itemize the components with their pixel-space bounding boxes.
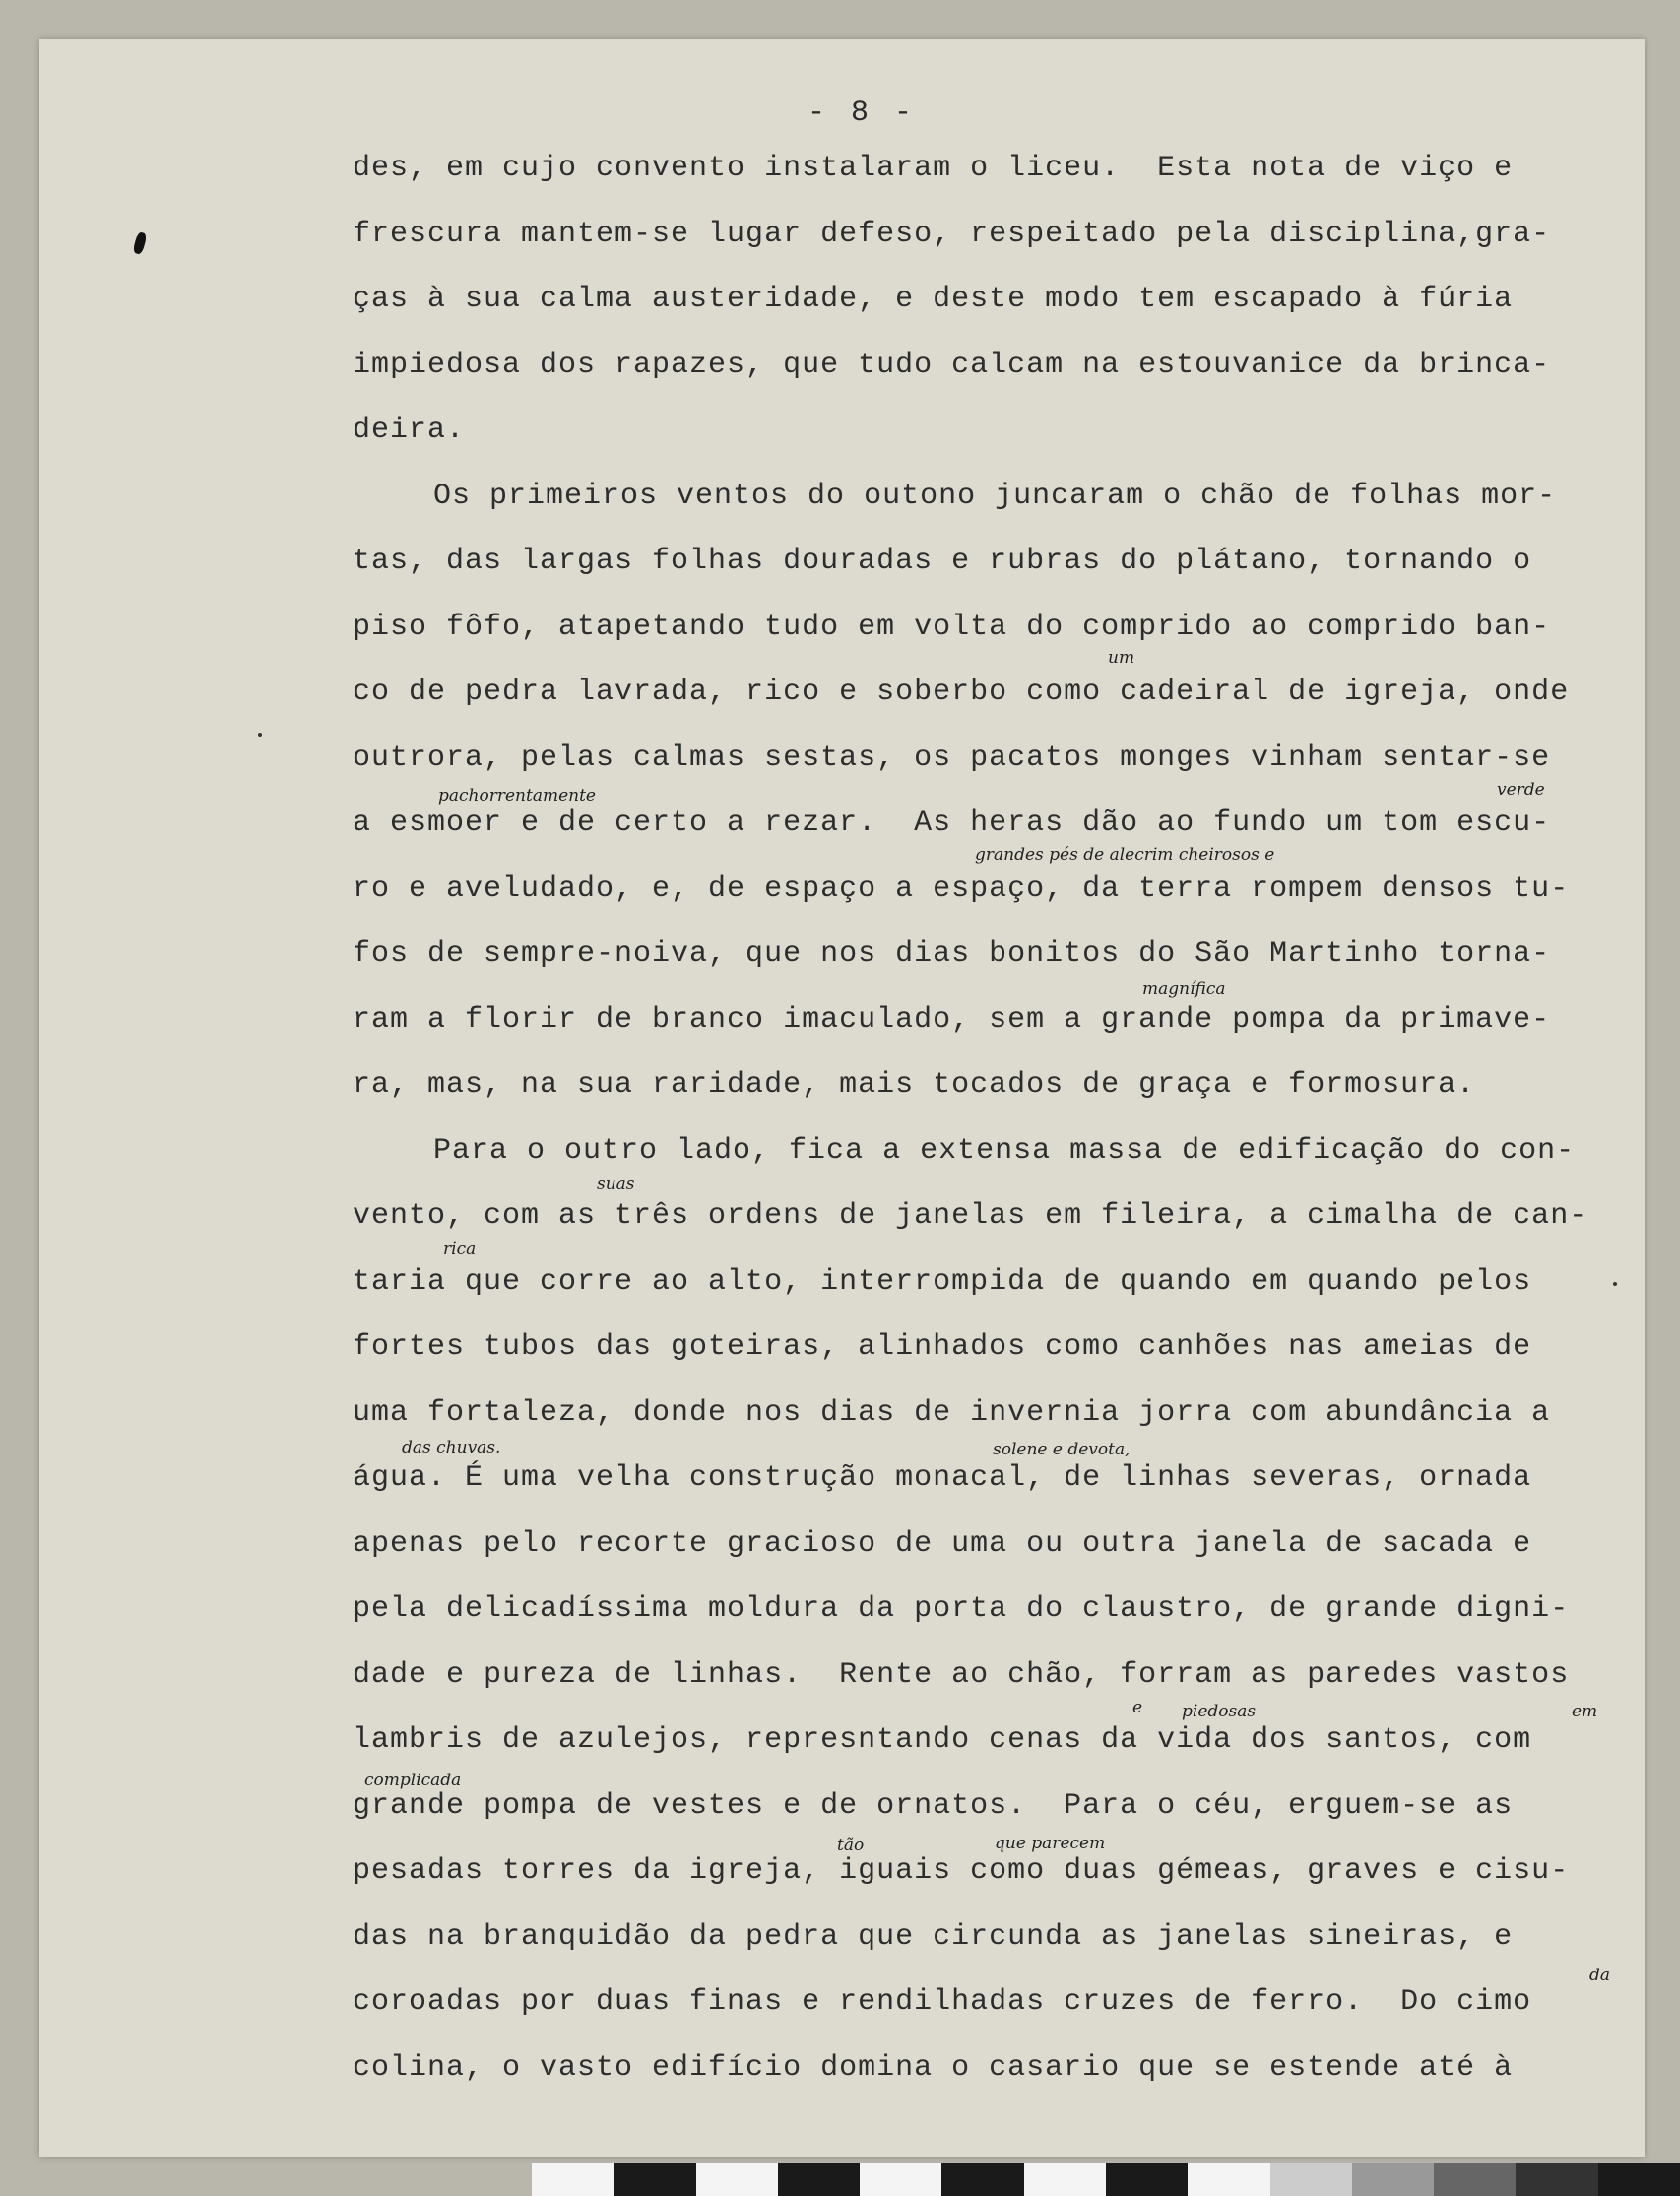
text-line: deira. (353, 414, 466, 447)
text-line: outrora, pelas calmas sestas, os pacatos monges vinham sentar-se (353, 741, 1551, 775)
scale-segment (1352, 2163, 1434, 2196)
ink-dot (1613, 1282, 1617, 1286)
text-line: coroadas por duas finas e rendilhadas cruzes de ferro. Do cimo (353, 1985, 1532, 2019)
handwritten-annotation: verde (1497, 780, 1545, 800)
text-line: água. É uma velha construção monacal, de linhas severas, ornada (353, 1461, 1532, 1495)
text-line: colina, o vasto edifício domina o casario que se estende até à (353, 2050, 1514, 2085)
text-line: pesadas torres da igreja, iguais como duas gémeas, graves e cisu- (353, 1854, 1570, 1888)
text-line: ro e aveludado, e, de espaço a espaço, da terra rompem densos tu- (353, 872, 1570, 906)
text-line: ças à sua calma austeridade, e deste modo tem escapado à fúria (353, 283, 1514, 316)
text-line: tas, das largas folhas douradas e rubras do plátano, tornando o (353, 545, 1532, 578)
scale-segment (1516, 2163, 1597, 2196)
scale-segment (1270, 2163, 1352, 2196)
text-line: fortes tubos das goteiras, alinhados como canhões nas ameias de (353, 1330, 1532, 1364)
handwritten-annotation: magnífica (1142, 979, 1226, 999)
text-line: pela delicadíssima moldura da porta do claustro, de grande digni- (353, 1592, 1570, 1626)
text-line: grande pompa de vestes e de ornatos. Para o céu, erguem-se as (353, 1788, 1514, 1823)
scale-segment (696, 2163, 778, 2196)
handwritten-annotation: da (1589, 1966, 1611, 1985)
handwritten-annotation: em (1572, 1702, 1598, 1721)
typed-text (353, 136, 1662, 2100)
scale-segment (614, 2163, 695, 2196)
text-line: Os primeiros ventos do outono juncaram o chão de folhas mor- (433, 479, 1557, 513)
handwritten-annotation: das chuvas. (402, 1438, 501, 1457)
scale-segment (860, 2163, 941, 2196)
scale-segment (1434, 2163, 1516, 2196)
scale-segment (778, 2163, 860, 2196)
scale-segment (1188, 2163, 1269, 2196)
handwritten-annotation: complicada (364, 1771, 462, 1790)
text-line: fos de sempre-noiva, que nos dias bonitos do São Martinho torna- (353, 937, 1551, 971)
text-line: uma fortaleza, donde nos dias de invernia jorra com abundância a (353, 1395, 1551, 1430)
text-line: des, em cujo convento instalaram o liceu. Esta nota de viço e (353, 152, 1514, 185)
text-line: ra, mas, na sua raridade, mais tocados de graça e formosura. (353, 1068, 1476, 1102)
text-line: vento, com as três ordens de janelas em fileira, a cimalha de can- (353, 1199, 1588, 1233)
text-line: das na branquidão da pedra que circunda as janelas sineiras, e (353, 1919, 1514, 1954)
text-line: taria que corre ao alto, interrompida de quando em quando pelos (353, 1264, 1532, 1299)
handwritten-annotation: rica (443, 1239, 477, 1259)
handwritten-annotation: grandes pés de alecrim cheirosos e (975, 845, 1275, 865)
text-line: dade e pureza de linhas. Rente ao chão, forram as paredes vastos (353, 1657, 1570, 1692)
color-scale-bar (532, 2163, 1680, 2196)
text-line: a esmoer e de certo a rezar. As heras dão ao fundo um tom escu- (353, 807, 1551, 840)
handwritten-annotation: e (1132, 1698, 1143, 1717)
scale-segment (941, 2163, 1023, 2196)
text-line: ram a florir de branco imaculado, sem a grande pompa da primave- (353, 1002, 1551, 1037)
handwritten-annotation: suas (597, 1174, 635, 1194)
text-line: Para o outro lado, fica a extensa massa de edificação do con- (433, 1133, 1576, 1168)
text-line: frescura mantem-se lugar defeso, respeitado pela disciplina,gra- (353, 217, 1551, 251)
text-line: piso fôfo, atapetando tudo em volta do comprido ao comprido ban- (353, 610, 1551, 644)
scale-segment (1024, 2163, 1106, 2196)
text-line: co de pedra lavrada, rico e soberbo como cadeiral de igreja, onde (353, 676, 1570, 709)
text-line: apenas pelo recorte gracioso de uma ou outra janela de sacada e (353, 1526, 1532, 1561)
text-line: impiedosa dos rapazes, que tudo calcam na estouvanice da brinca- (353, 348, 1551, 382)
handwritten-annotation: tão (837, 1836, 865, 1855)
handwritten-annotation: um (1108, 648, 1135, 668)
handwritten-annotation: solene e devota, (993, 1440, 1131, 1459)
scale-segment (1598, 2163, 1680, 2196)
handwritten-annotation: que parecem (995, 1834, 1106, 1853)
scale-segment (532, 2163, 614, 2196)
page-number: - 8 - (807, 97, 916, 130)
scale-segment (1106, 2163, 1188, 2196)
text-line: lambris de azulejos, represntando cenas da vida dos santos, com (353, 1723, 1532, 1757)
handwritten-annotation: piedosas (1182, 1702, 1257, 1721)
ink-dot (258, 733, 262, 737)
handwritten-annotation: pachorrentamente (438, 786, 596, 806)
